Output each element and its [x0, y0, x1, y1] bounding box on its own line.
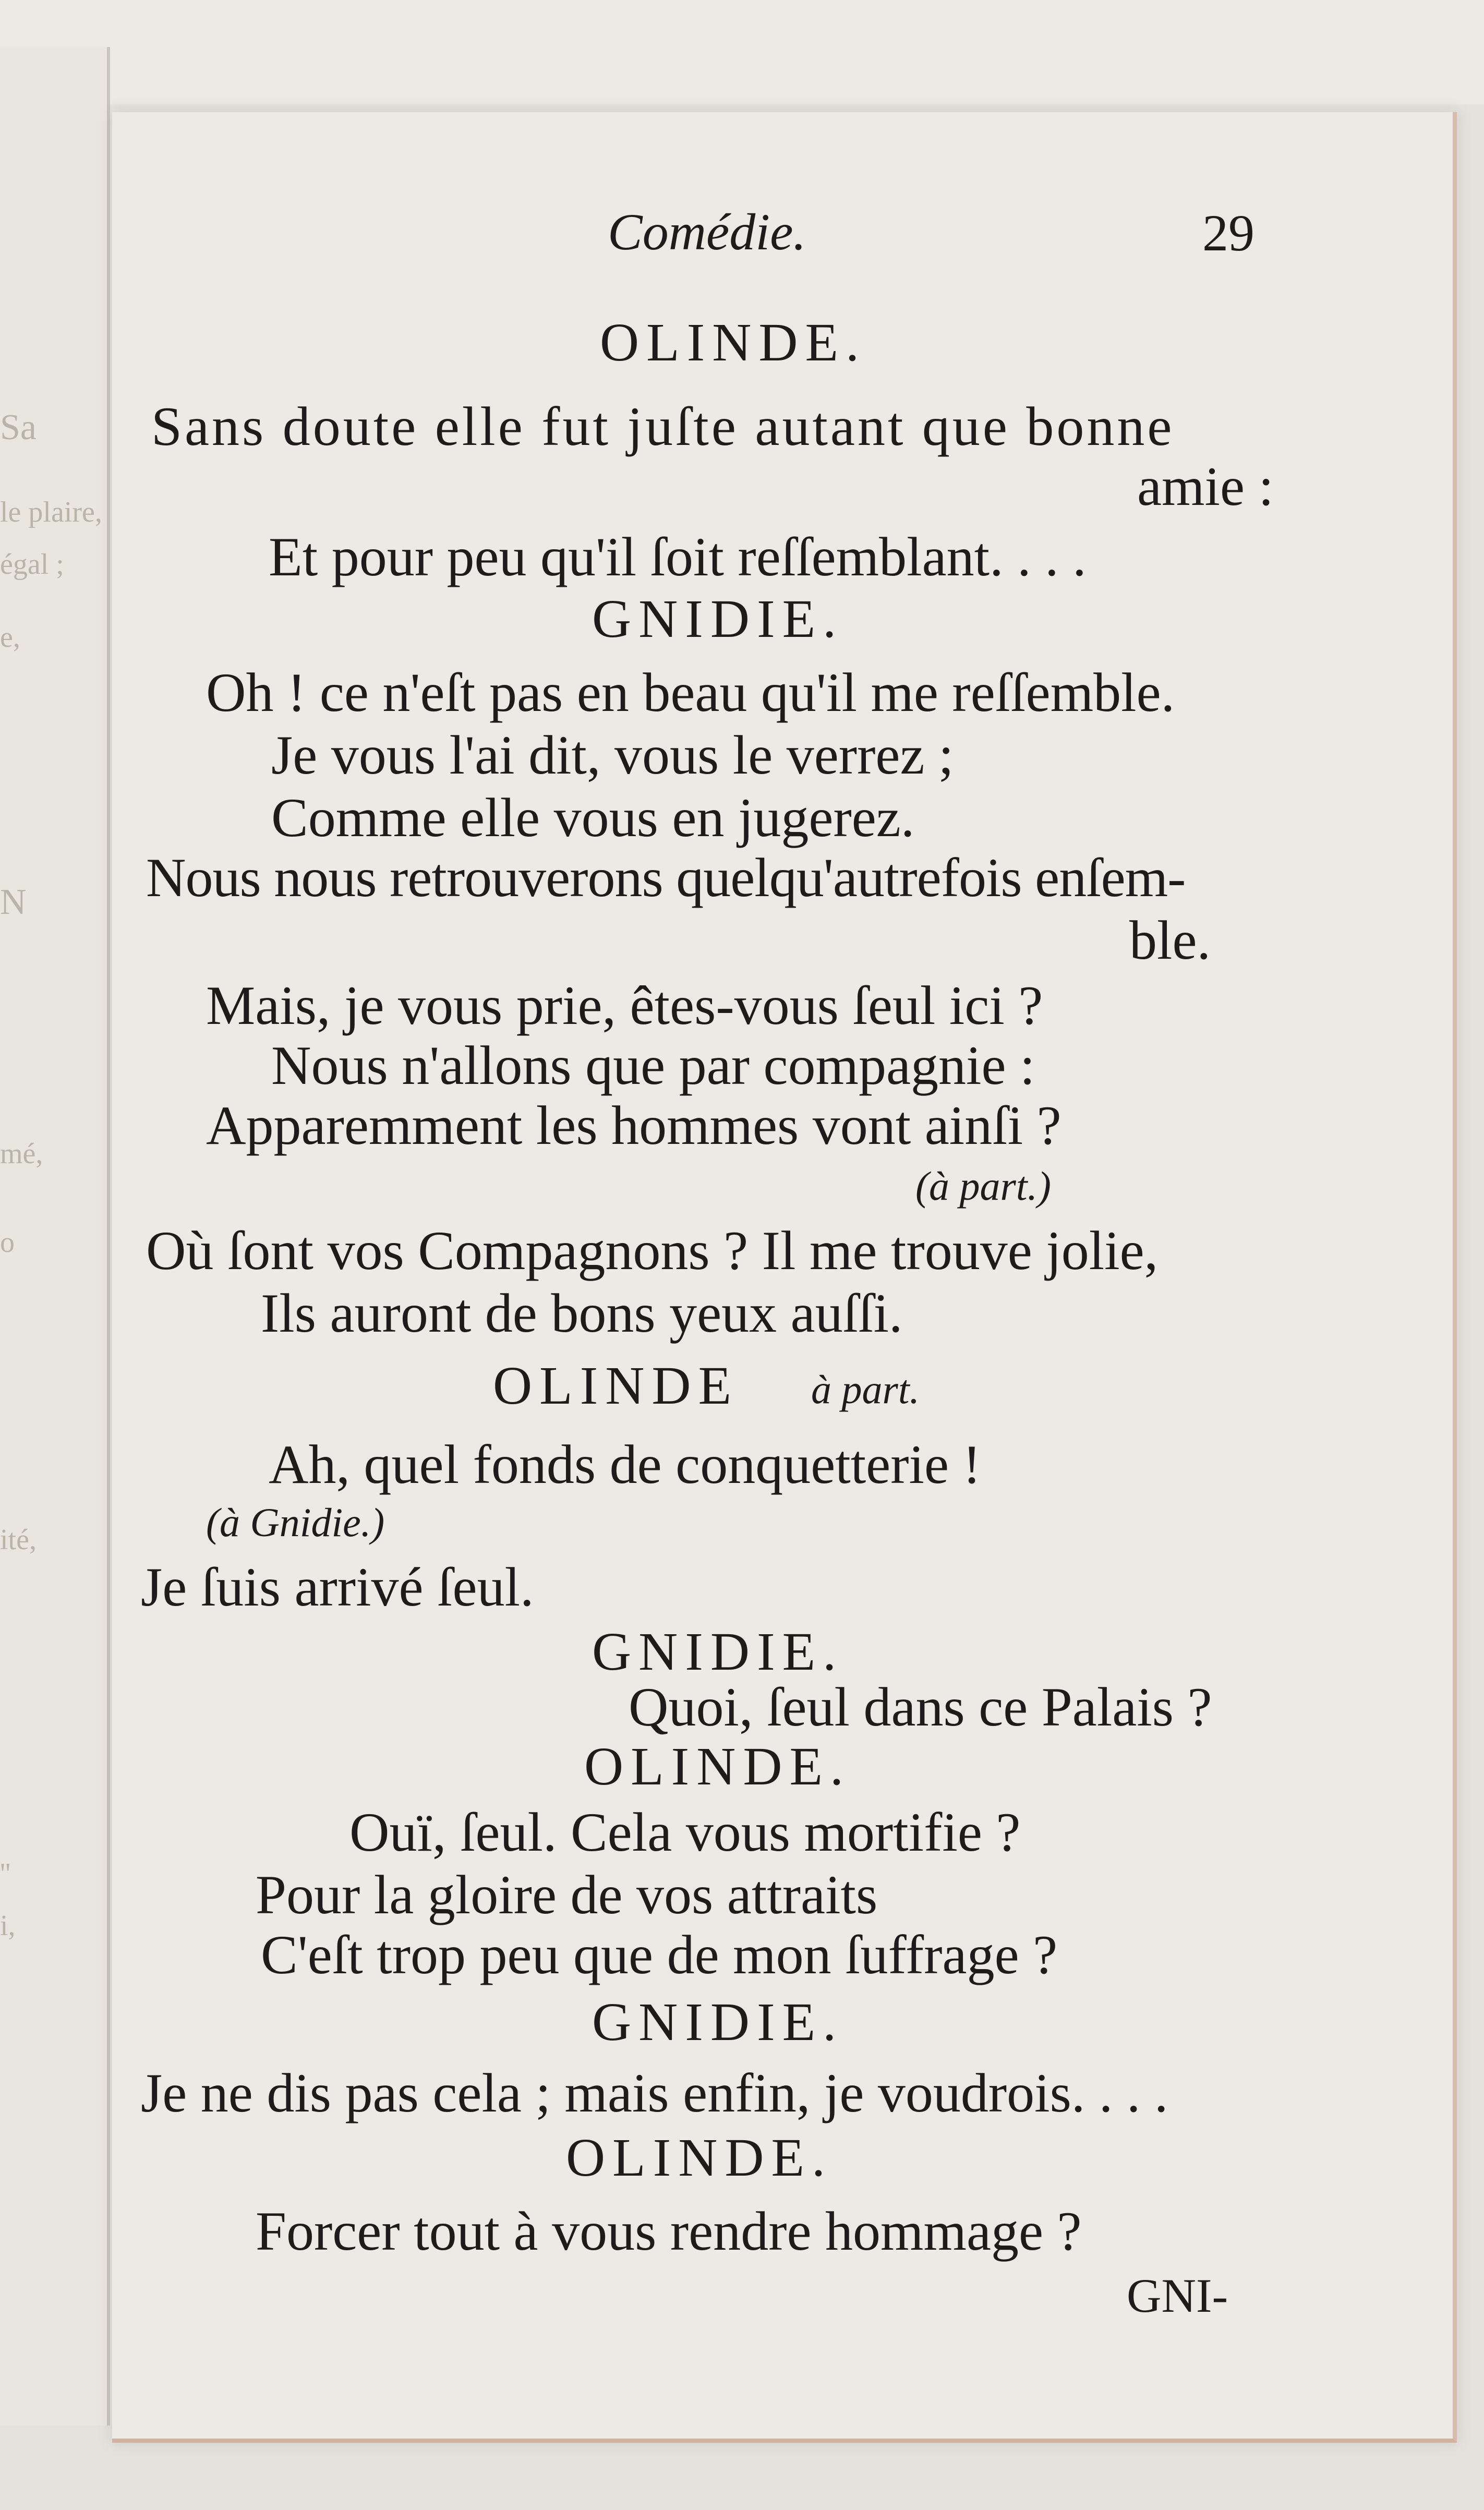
- stage-direction: à part.: [811, 1367, 920, 1412]
- bleed-text: mé,: [0, 1138, 43, 1170]
- verse-line: Ah, quel fonds de conquetterie !: [269, 1434, 981, 1495]
- verse-line: Oh ! ce n'eſt pas en beau qu'il me reſſemble.: [206, 662, 1175, 723]
- bleed-text: le plaire,: [0, 496, 102, 528]
- verse-line: Je ſuis arrivé ſeul.: [141, 1556, 534, 1618]
- bleed-text: i,: [0, 1910, 16, 1942]
- speaker-name: OLINDE.: [600, 312, 867, 372]
- verse-line: Quoi, ſeul dans ce Palais ?: [629, 1676, 1212, 1737]
- bleed-text: o: [0, 1226, 15, 1259]
- speaker-name: OLINDE.: [584, 1736, 851, 1796]
- bleed-text: N: [0, 882, 27, 922]
- speaker-name: OLINDE: [493, 1356, 739, 1416]
- book-page: [112, 112, 1457, 2443]
- verse-line: ble.: [1129, 910, 1211, 971]
- verse-line: Nous n'allons que par compagnie :: [271, 1035, 1035, 1096]
- verse-line: Nous nous retrouverons quelqu'autrefois enſem-: [146, 847, 1186, 908]
- speaker-name: GNIDIE.: [592, 589, 844, 649]
- speaker-name: GNIDIE.: [592, 1622, 844, 1682]
- verse-line: Ils auront de bons yeux auſſi.: [261, 1283, 903, 1344]
- verse-line: C'eſt trop peu que de mon ſuffrage ?: [261, 1924, 1058, 1985]
- verse-line: Ouï, ſeul. Cela vous mortifie ?: [349, 1802, 1021, 1863]
- facing-page-edge: [0, 47, 110, 2425]
- verse-line: Je vous l'ai dit, vous le verrez ;: [271, 725, 954, 786]
- bleed-text: e,: [0, 621, 20, 654]
- background-top: [0, 0, 1484, 104]
- stage-direction: (à part.): [915, 1163, 1051, 1209]
- verse-line: Apparemment les hommes vont ainſi ?: [206, 1095, 1061, 1156]
- verse-line: Forcer tout à vous rendre hommage ?: [256, 2201, 1082, 2262]
- verse-line: Mais, je vous prie, êtes-vous ſeul ici ?: [206, 975, 1043, 1036]
- bleed-text: égal ;: [0, 548, 64, 581]
- running-title: Comédie.: [608, 203, 806, 261]
- speaker-name: OLINDE.: [566, 2128, 833, 2188]
- verse-line: Où ſont vos Compagnons ? Il me trouve jolie,: [146, 1220, 1159, 1281]
- verse-line: Pour la gloire de vos attraits: [256, 1864, 878, 1925]
- speaker-name: GNIDIE.: [592, 1992, 844, 2052]
- stage-direction: (à Gnidie.): [206, 1500, 385, 1545]
- bleed-text: '': [0, 1857, 11, 1890]
- verse-line: amie :: [1137, 456, 1274, 517]
- verse-line: Sans doute elle fut juſte autant que bonne: [151, 396, 1175, 457]
- verse-line: Je ne dis pas cela ; mais enfin, je voudrois. . . .: [141, 2062, 1168, 2123]
- bleed-text: Sa: [0, 407, 37, 448]
- verse-line: Comme elle vous en jugerez.: [271, 787, 915, 848]
- catchword: GNI-: [1127, 2269, 1228, 2322]
- page-number: 29: [1202, 204, 1254, 262]
- verse-line: Et pour peu qu'il ſoit reſſemblant. . . .: [269, 526, 1087, 587]
- bleed-text: ité,: [0, 1524, 37, 1556]
